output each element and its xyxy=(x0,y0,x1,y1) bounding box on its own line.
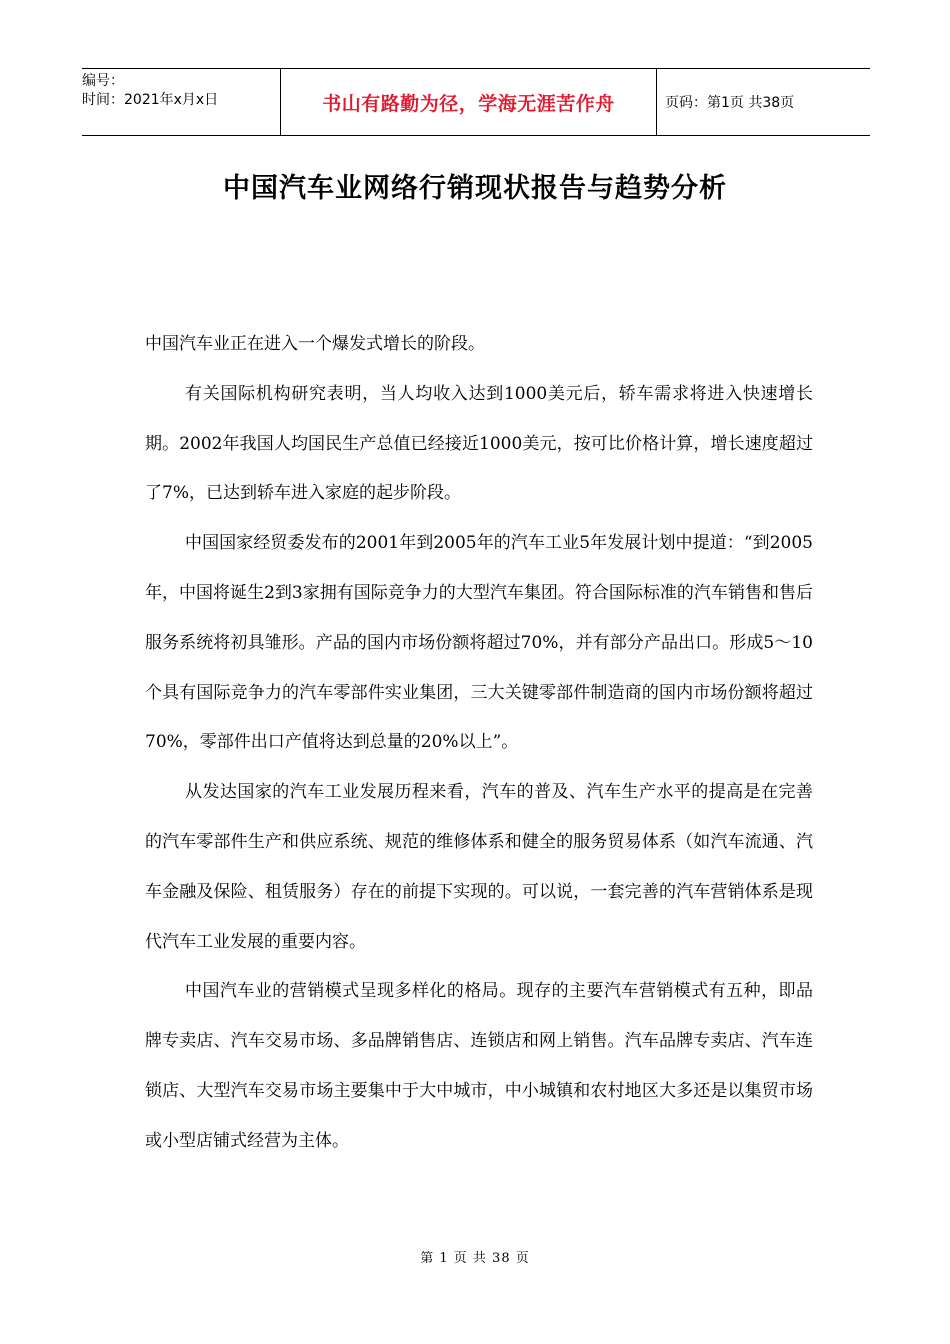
document-body xyxy=(145,320,813,1167)
header-meta xyxy=(82,69,281,135)
document-title: 中国汽车业网络行销现状报告与趋势分析 xyxy=(223,173,727,204)
header-motto: 书山有路勤为径，学海无涯苦作舟 xyxy=(281,69,657,135)
paragraph-5: 中国汽车业的营销模式呈现多样化的格局。现存的主要汽车营销模式有五种，即品牌专卖店、汽车交易市场、多品牌销售店、连锁店和网上销售。汽车品牌专卖店、汽车连锁店、大型汽车交易市场主要集中于大中城市，中小城镇和农村地区大多还是以集贸市场或小型店铺式经营为主体。 xyxy=(145,981,813,1151)
paragraph-4: 从发达国家的汽车工业发展历程来看，汽车的普及、汽车生产水平的提高是在完善的汽车零部件生产和供应系统、规范的维修体系和健全的服务贸易体系（如汽车流通、汽车金融及保险、租赁服务）存在的前提下实现的。可以说，一套完善的汽车营销体系是现代汽车工业发展的重要内容。 xyxy=(145,782,813,952)
number-label: 编号： xyxy=(82,73,124,89)
paragraph-2: 有关国际机构研究表明，当人均收入达到1000美元后，轿车需求将进入快速增长期。2002年我国人均国民生产总值已经接近1000美元，按可比价格计算，增长速度超过了7%，已达到轿车进入家庭的起步阶段。 xyxy=(145,383,813,504)
paragraph-1: 中国汽车业正在进入一个爆发式增长的阶段。 xyxy=(145,334,485,354)
page-footer: 第 1 页 共 38 页 xyxy=(420,1251,530,1266)
document-header xyxy=(82,68,870,136)
header-page-info: 页码：第1页 共38页 xyxy=(665,95,795,111)
time-label: 时间：2021年x月x日 xyxy=(82,92,219,108)
paragraph-3: 中国国家经贸委发布的2001年到2005年的汽车工业5年发展计划中提道：“到2005年，中国将诞生2到3家拥有国际竞争力的大型汽车集团。符合国际标准的汽车销售和售后服务系统将初具雏形。产品的国内市场份额将超过70%，并有部分产品出口。形成5～10个具有国际竞争力的汽车零部件实业集团，三大关键零部件制造商的国内市场份额将超过70%，零部件出口产值将达到总量的20%以上”。 xyxy=(145,533,813,753)
